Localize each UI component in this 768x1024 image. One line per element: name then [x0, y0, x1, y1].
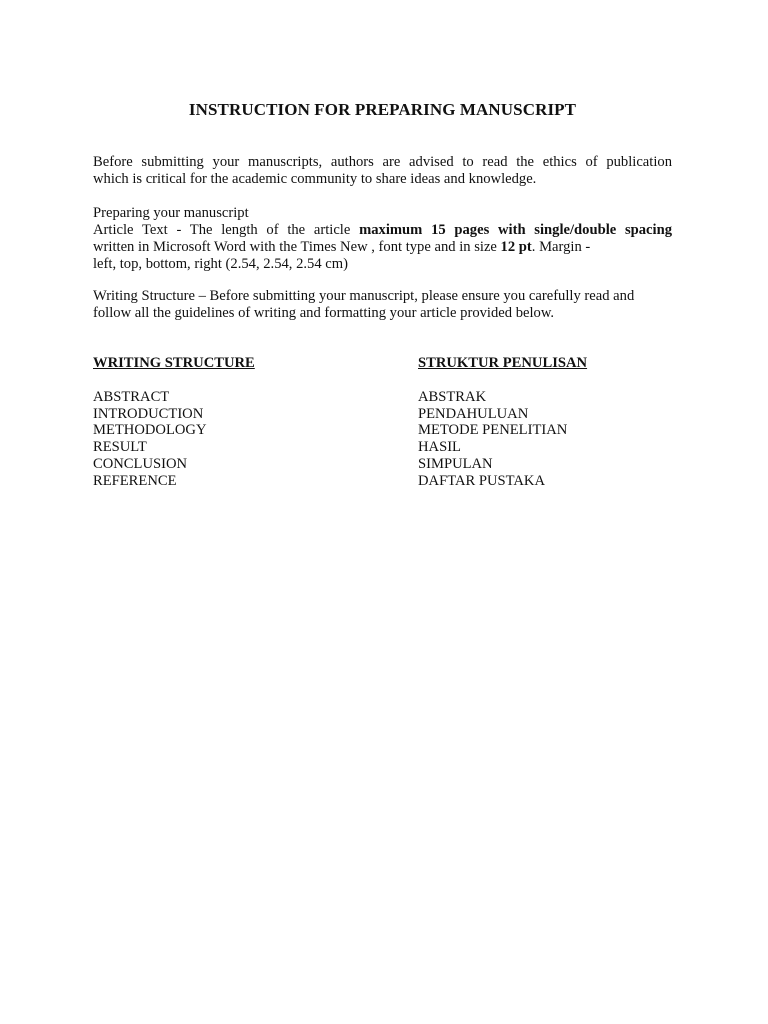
struktur-penulisan-heading: STRUKTUR PENULISAN	[418, 355, 588, 371]
writing-structure-line-1: Writing Structure – Before submitting your manuscript, please ensure you carefully read and	[93, 288, 635, 304]
list-item: HASIL	[418, 439, 461, 456]
list-item: RESULT	[93, 439, 147, 456]
list-item: DAFTAR PUSTAKA	[418, 472, 545, 489]
list-item: CONCLUSION	[93, 455, 188, 472]
list-item: INTRODUCTION	[93, 405, 204, 422]
intro-line-1: Before submitting your manuscripts, authors are advised to read the ethics of publication	[93, 154, 672, 170]
struktur-penulisan-column	[418, 355, 672, 490]
list-item: ABSTRAK	[418, 388, 487, 405]
list-item: REFERENCE	[93, 472, 177, 489]
preparing-paragraph	[93, 205, 672, 273]
list-item: SIMPULAN	[418, 455, 493, 472]
list-item: METODE PENELITIAN	[418, 422, 568, 439]
list-item: METHODOLOGY	[93, 422, 207, 439]
writing-structure-line-2: follow all the guidelines of writing and formatting your article provided below.	[93, 305, 555, 321]
list-item: ABSTRACT	[93, 388, 170, 405]
intro-line-2: which is critical for the academic community to share ideas and knowledge.	[93, 171, 537, 187]
article-text-prefix: Article Text - The length of the article	[93, 222, 360, 238]
article-text-line-2-prefix: written in Microsoft Word with the Times New , font type and in size	[93, 239, 501, 255]
article-text-line-1	[93, 222, 672, 239]
font-size-bold: 12 pt	[500, 239, 532, 255]
writing-structure-heading: WRITING STRUCTURE	[93, 355, 255, 371]
struktur-penulisan-list	[418, 389, 672, 490]
writing-structure-paragraph	[93, 288, 672, 322]
article-text-line-3: left, top, bottom, right (2.54, 2.54, 2.54 cm)	[93, 256, 348, 272]
list-item: PENDAHULUAN	[418, 405, 529, 422]
article-text-line-2	[93, 239, 672, 256]
article-text-line-2-suffix: . Margin -	[531, 239, 591, 255]
preparing-heading: Preparing your manuscript	[93, 205, 249, 221]
writing-structure-list	[93, 389, 393, 490]
document-title: INSTRUCTION FOR PREPARING MANUSCRIPT	[188, 100, 577, 119]
intro-paragraph	[93, 154, 672, 188]
article-text-bold: maximum 15 pages with single/double spacing	[359, 222, 672, 238]
writing-structure-column	[93, 355, 393, 490]
